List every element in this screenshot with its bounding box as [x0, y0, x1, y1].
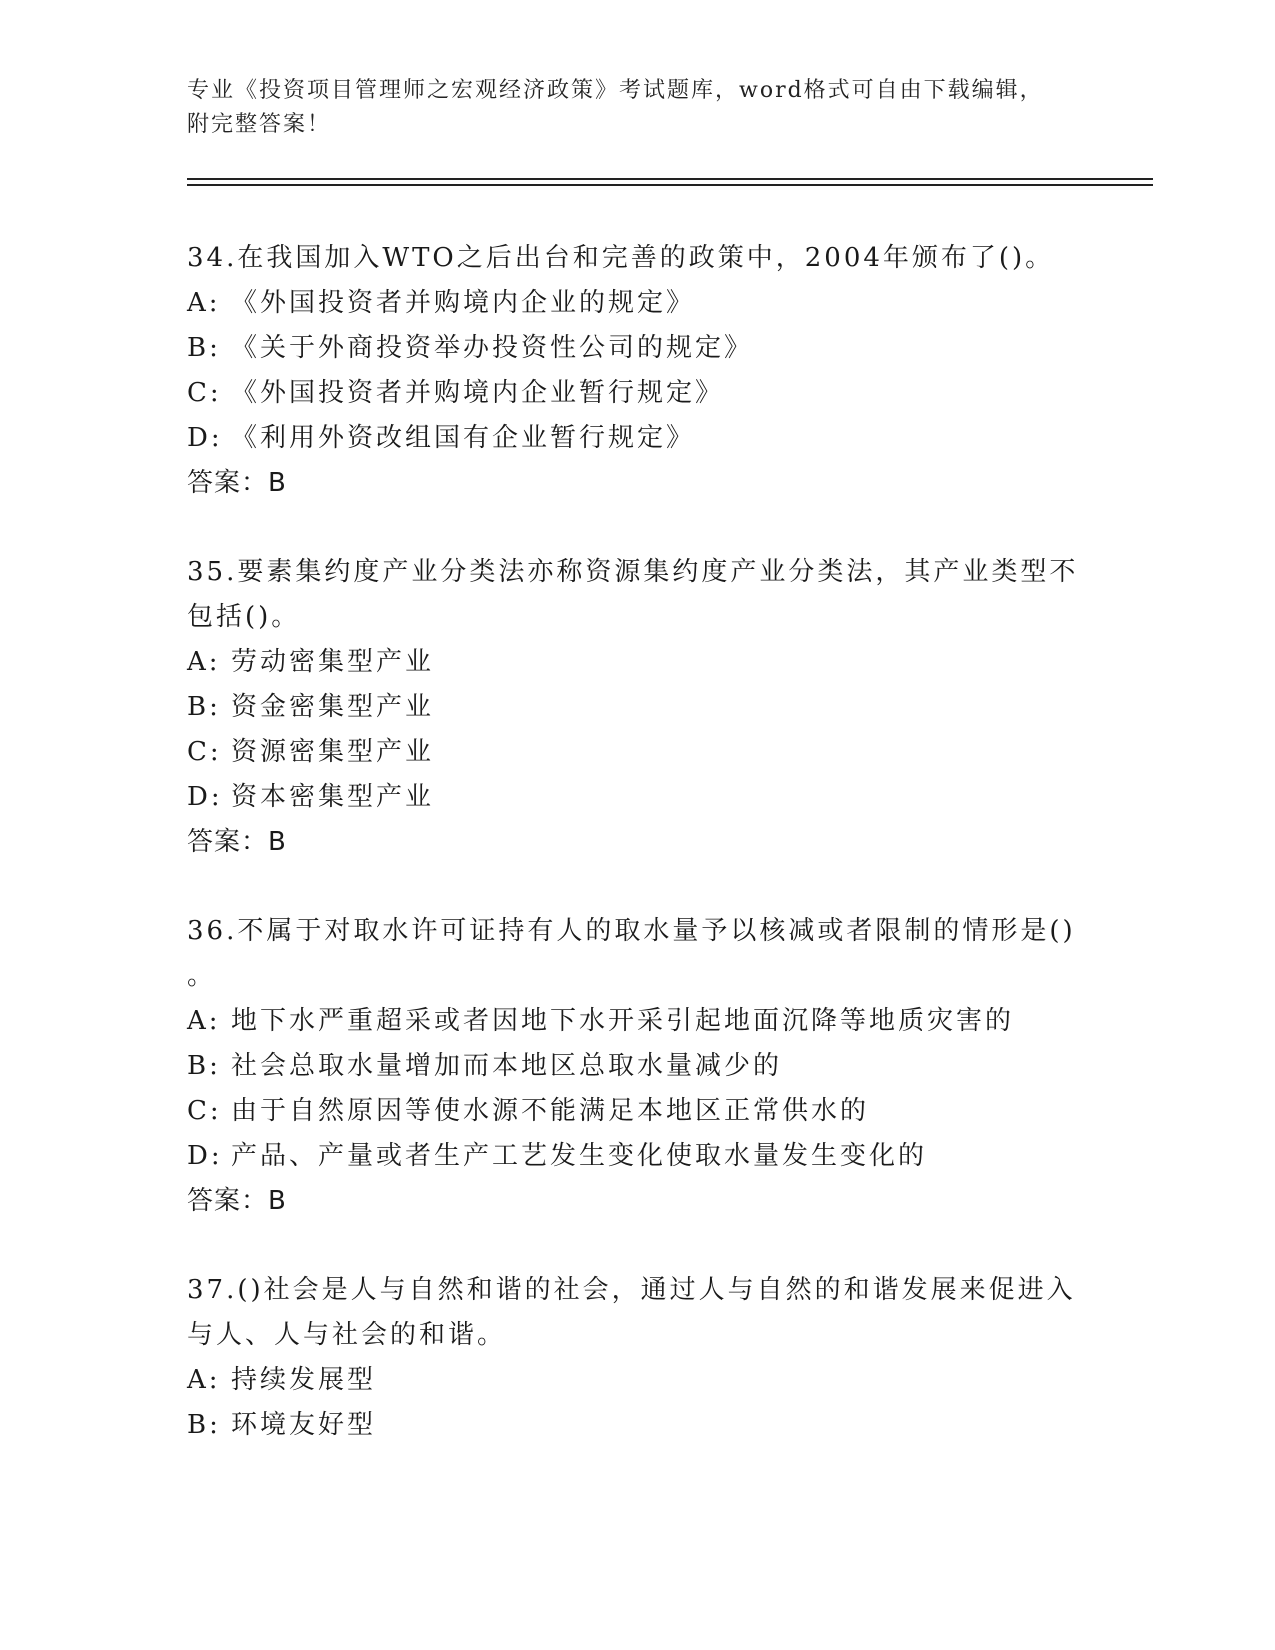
- option-text: 资源密集型产业: [231, 737, 435, 767]
- question-stem-line: 34.在我国加入WTO之后出台和完善的政策中，2004年颁布了()。: [187, 243, 1055, 273]
- question-stem-line: 36.不属于对取水许可证持有人的取水量予以核减或者限制的情形是(): [187, 916, 1076, 946]
- header-rule-bottom: [187, 184, 1153, 186]
- option-key: A:: [187, 647, 221, 677]
- option-text: 地下水严重超采或者因地下水开采引起地面沉降等地质灾害的: [231, 1006, 1015, 1036]
- option-key: B:: [187, 333, 221, 363]
- option-text: 社会总取水量增加而本地区总取水量减少的: [231, 1051, 783, 1081]
- option-a: [187, 640, 1087, 685]
- option-key: B:: [187, 1410, 221, 1440]
- option-text: 资金密集型产业: [231, 692, 435, 722]
- option-key: B:: [187, 692, 221, 722]
- option-text: 由于自然原因等使水源不能满足本地区正常供水的: [231, 1096, 870, 1126]
- option-d: [187, 1134, 1087, 1179]
- option-key: A:: [187, 1006, 221, 1036]
- question-stem-line: 与人、人与社会的和谐。: [187, 1320, 507, 1350]
- option-text: 持续发展型: [231, 1365, 377, 1395]
- answer: 答案：B: [187, 1186, 287, 1216]
- option-key: B:: [187, 1051, 221, 1081]
- question-stem-line: 35.要素集约度产业分类法亦称资源集约度产业分类法，其产业类型不: [187, 557, 1079, 587]
- option-a: [187, 999, 1087, 1044]
- option-key: D:: [187, 423, 223, 453]
- question-stem-line: 包括()。: [187, 602, 301, 632]
- option-text: 《关于外商投资举办投资性公司的规定》: [231, 333, 754, 363]
- option-key: C:: [187, 1096, 222, 1126]
- option-text: 环境友好型: [231, 1410, 377, 1440]
- question-stem-line: 37.()社会是人与自然和谐的社会，通过人与自然的和谐发展来促进入: [187, 1275, 1076, 1305]
- question-34: [187, 236, 1087, 506]
- option-key: C:: [187, 737, 222, 767]
- option-text: 产品、产量或者生产工艺发生变化使取水量发生变化的: [231, 1141, 928, 1171]
- option-key: A:: [187, 1365, 221, 1395]
- option-c: [187, 730, 1087, 775]
- option-c: [187, 371, 1087, 416]
- header-line-2: 附完整答案！: [187, 112, 332, 137]
- option-text: 《外国投资者并购境内企业的规定》: [231, 288, 696, 318]
- option-text: 《利用外资改组国有企业暂行规定》: [231, 423, 696, 453]
- option-b: [187, 326, 1087, 371]
- option-key: C:: [187, 378, 222, 408]
- question-35: [187, 550, 1087, 865]
- option-d: [187, 416, 1087, 461]
- option-text: 劳动密集型产业: [231, 647, 435, 677]
- option-d: [187, 775, 1087, 820]
- option-b: [187, 685, 1087, 730]
- header-rule-top: [187, 178, 1153, 180]
- option-b: [187, 1403, 1087, 1448]
- option-key: D:: [187, 1141, 223, 1171]
- option-c: [187, 1089, 1087, 1134]
- header-line-1: 专业《投资项目管理师之宏观经济政策》考试题库，word格式可自由下载编辑，: [187, 78, 1044, 103]
- question-37: [187, 1268, 1087, 1448]
- option-b: [187, 1044, 1087, 1089]
- question-stem-line: 。: [187, 961, 217, 991]
- option-text: 《外国投资者并购境内企业暂行规定》: [231, 378, 725, 408]
- answer: 答案：B: [187, 468, 287, 498]
- question-36: [187, 909, 1087, 1224]
- option-a: [187, 1358, 1087, 1403]
- option-a: [187, 281, 1087, 326]
- answer: 答案：B: [187, 827, 287, 857]
- option-text: 资本密集型产业: [231, 782, 435, 812]
- option-key: D:: [187, 782, 223, 812]
- option-key: A:: [187, 288, 221, 318]
- question-list: [187, 236, 1087, 1492]
- document-header: [187, 74, 1107, 142]
